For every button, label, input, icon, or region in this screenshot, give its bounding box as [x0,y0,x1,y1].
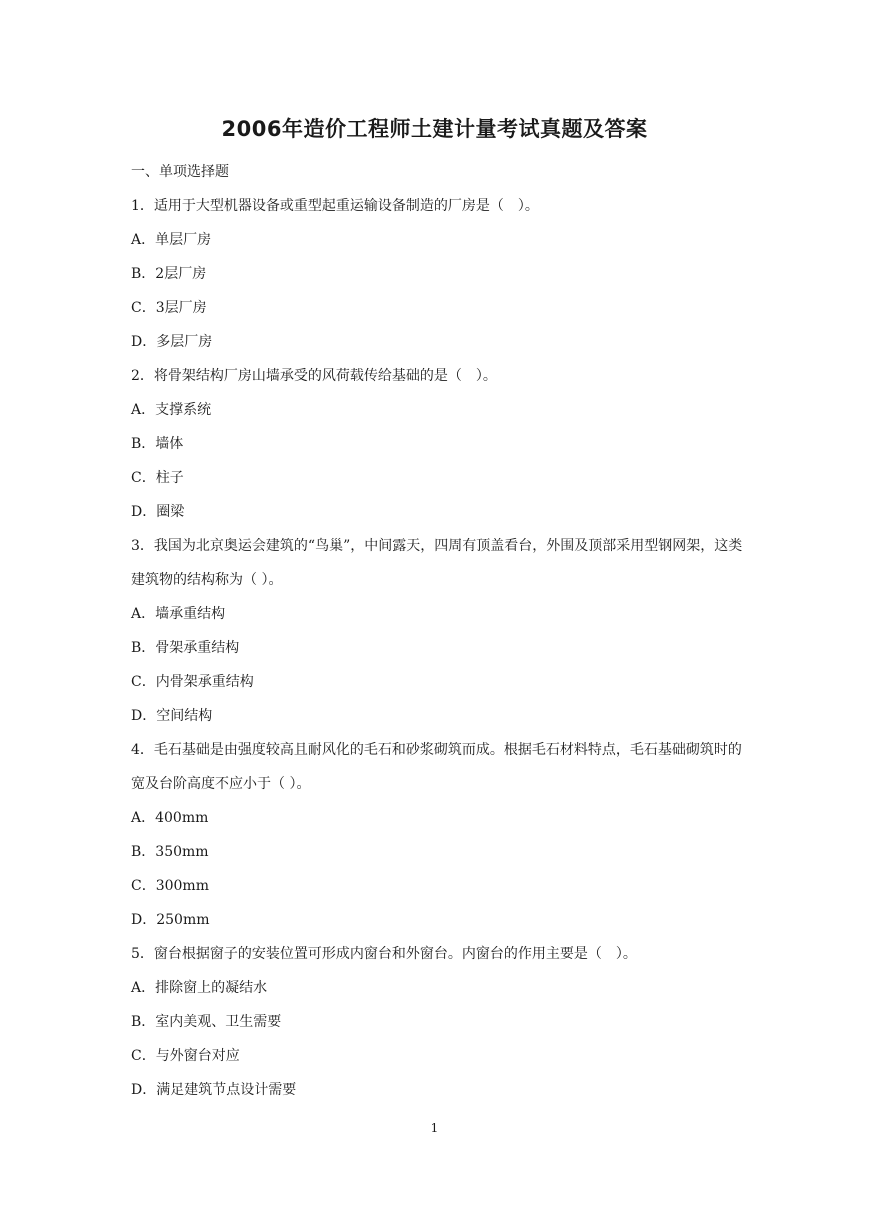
question-option: A．支撑系统 [131,402,212,418]
question-text: 5．窗台根据窗子的安装位置可形成内窗台和外窗台。内窗台的作用主要是（ ）。 [131,946,637,962]
document-body [131,155,746,1107]
question-option: B．墙体 [131,436,184,452]
question-option: C．300mm [131,878,209,894]
question-option: A．墙承重结构 [131,606,226,622]
question-option: D．空间结构 [131,708,213,724]
question-option: C．内骨架承重结构 [131,674,254,690]
question-text: 1．适用于大型机器设备或重型起重运输设备制造的厂房是（ ）。 [131,198,539,214]
question-text: 3．我国为北京奥运会建筑的“鸟巢”，中间露天，四周有顶盖看台，外围及顶部采用型钢网架，这类建筑物的结构称为（ ）。 [131,538,743,588]
question-option: B．350mm [131,844,209,860]
page-number: 1 [430,1121,439,1135]
question-option: D．满足建筑节点设计需要 [131,1082,297,1098]
question-option: D．250mm [131,912,210,928]
question-option: A．400mm [131,810,209,826]
question-option: A．排除窗上的凝结水 [131,980,268,996]
question-option: C．与外窗台对应 [131,1048,240,1064]
question-option: A．单层厂房 [131,232,212,248]
section-heading: 一、单项选择题 [131,164,229,180]
document-title: 2006年造价工程师土建计量考试真题及答案 [221,117,648,141]
question-option: C．3层厂房 [131,300,207,316]
question-text: 4．毛石基础是由强度较高且耐风化的毛石和砂浆砌筑而成。根据毛石材料特点，毛石基础砌筑时的宽及台阶高度不应小于（ ）。 [131,742,742,792]
question-option: B．骨架承重结构 [131,640,240,656]
question-option: C．柱子 [131,470,184,486]
question-option: B．室内美观、卫生需要 [131,1014,282,1030]
question-text: 2．将骨架结构厂房山墙承受的风荷载传给基础的是（ ）。 [131,368,497,384]
question-option: B．2层厂房 [131,266,207,282]
question-option: D．圈梁 [131,504,185,520]
question-option: D．多层厂房 [131,334,213,350]
